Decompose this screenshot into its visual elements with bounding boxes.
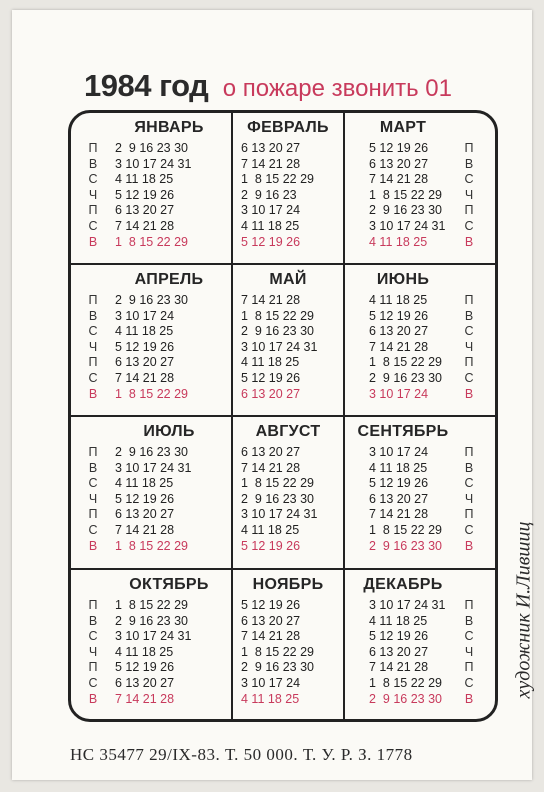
weekday-label: В (88, 386, 98, 401)
weekday-label: П (88, 598, 98, 612)
date-row: 2 9 16 23 (241, 187, 297, 202)
date-row: 1 8 15 22 29 (241, 172, 314, 187)
weekday-label: Ч (88, 339, 98, 354)
month-name: НОЯБРЬ (252, 576, 324, 593)
weekday-label: С (88, 172, 98, 187)
date-row: 4 11 18 25 (241, 219, 300, 233)
weekday-label: С (464, 371, 474, 385)
sunday-row: 3 10 17 24 (369, 386, 429, 401)
weekday-label: С (464, 629, 474, 644)
date-row: 2 9 16 23 30 (241, 491, 314, 506)
month-block (233, 417, 343, 567)
weekday-label: В (464, 234, 474, 249)
weekday-label: С (88, 523, 98, 537)
weekday-label: С (464, 523, 474, 537)
weekday-label: В (464, 538, 474, 553)
weekday-label: В (88, 538, 98, 553)
month-block (345, 570, 495, 720)
weekday-label: Ч (464, 187, 474, 202)
month-name: ИЮЛЬ (143, 423, 195, 440)
date-row: 4 11 18 25 (369, 293, 428, 307)
weekday-label: В (464, 156, 474, 171)
date-row: 1 8 15 22 29 (115, 598, 188, 612)
weekday-label: П (464, 203, 474, 218)
weekday-label: В (464, 386, 474, 401)
month-block (71, 417, 231, 567)
sunday-row: 1 8 15 22 29 (115, 386, 188, 401)
month-block (71, 570, 231, 720)
sunday-row: 5 12 19 26 (241, 234, 301, 249)
date-row: 3 10 17 24 31 (115, 460, 192, 475)
weekday-label: П (464, 598, 474, 612)
date-row: 1 8 15 22 29 (369, 355, 442, 370)
weekday-label: В (88, 613, 98, 628)
artist-credit (504, 480, 544, 740)
weekday-label: С (464, 172, 474, 187)
date-row: 6 13 20 27 (369, 644, 429, 659)
date-row: 6 13 20 27 (115, 355, 175, 370)
date-row: 3 10 17 24 (369, 445, 429, 459)
month-block (233, 265, 343, 415)
weekday-label: Ч (88, 491, 98, 506)
sunday-row: 4 11 18 25 (369, 234, 428, 249)
date-row: 5 12 19 26 (369, 141, 429, 155)
date-row: 4 11 18 25 (369, 613, 428, 628)
date-row: 1 8 15 22 29 (241, 644, 314, 659)
month-block (233, 570, 343, 720)
artist-label: художник И.Лившиц (512, 521, 535, 699)
date-row: 5 12 19 26 (115, 187, 175, 202)
date-row: 6 13 20 27 (369, 324, 429, 339)
month-name: ЯНВАРЬ (134, 119, 204, 136)
month-name: МАЙ (269, 271, 307, 288)
month-name: ФЕВРАЛЬ (247, 119, 329, 136)
date-row: 7 14 21 28 (241, 460, 301, 475)
date-row: 6 13 20 27 (241, 141, 301, 155)
month-name: СЕНТЯБРЬ (357, 423, 449, 440)
sunday-row: 4 11 18 25 (241, 691, 300, 706)
weekday-label: П (464, 293, 474, 307)
date-row: 5 12 19 26 (369, 629, 429, 644)
date-row: 4 11 18 25 (241, 523, 300, 537)
weekday-label: С (464, 676, 474, 690)
month-name: ИЮНЬ (376, 271, 430, 288)
weekday-label: Ч (88, 187, 98, 202)
weekday-label: С (464, 219, 474, 233)
sunday-row: 5 12 19 26 (241, 538, 301, 553)
sunday-row: 7 14 21 28 (115, 691, 175, 706)
year-title: 1984 год (84, 68, 209, 103)
date-row: 1 8 15 22 29 (241, 308, 314, 323)
weekday-label: П (464, 141, 474, 155)
sunday-row: 2 9 16 23 30 (369, 691, 442, 706)
month-name: ОКТЯБРЬ (129, 576, 209, 593)
date-row: 2 9 16 23 30 (241, 324, 314, 339)
date-row: 5 12 19 26 (369, 308, 429, 323)
date-row: 3 10 17 24 31 (241, 339, 318, 354)
date-row: 7 14 21 28 (241, 156, 301, 171)
date-row: 6 13 20 27 (241, 445, 301, 459)
date-row: 4 11 18 25 (115, 476, 174, 491)
date-row: 4 11 18 25 (115, 172, 174, 187)
month-block (233, 113, 343, 263)
weekday-label: Ч (464, 339, 474, 354)
weekday-label: В (88, 156, 98, 171)
weekday-label: П (464, 507, 474, 522)
month-block (71, 265, 231, 415)
weekday-label: В (88, 234, 98, 249)
weekday-label: П (88, 507, 98, 522)
date-row: 5 12 19 26 (241, 371, 301, 385)
weekday-label: П (464, 445, 474, 459)
date-row: 7 14 21 28 (369, 507, 429, 522)
weekday-label: С (88, 676, 98, 690)
weekday-label: С (88, 476, 98, 491)
date-row: 5 12 19 26 (115, 491, 175, 506)
date-row: 3 10 17 24 31 (115, 156, 192, 171)
date-row: 5 12 19 26 (115, 339, 175, 354)
date-row: 3 10 17 24 (241, 203, 301, 218)
date-row: 4 11 18 25 (115, 644, 174, 659)
sunday-row: 6 13 20 27 (241, 386, 301, 401)
month-block (345, 417, 495, 567)
weekday-label: В (88, 308, 98, 323)
date-row: 2 9 16 23 30 (369, 203, 442, 218)
date-row: 7 14 21 28 (241, 293, 301, 307)
date-row: 2 9 16 23 30 (241, 660, 314, 675)
title-row (84, 68, 524, 108)
date-row: 6 13 20 27 (241, 613, 301, 628)
calendar-grid (68, 110, 498, 722)
date-row: 5 12 19 26 (115, 660, 175, 675)
date-row: 7 14 21 28 (115, 371, 175, 385)
date-row: 7 14 21 28 (115, 523, 175, 537)
date-row: 2 9 16 23 30 (115, 445, 188, 459)
weekday-label: С (88, 324, 98, 339)
print-info: НС 35477 29/IX-83. Т. 50 000. Т. У. Р. З. 1778 (70, 745, 413, 764)
date-row: 4 11 18 25 (369, 460, 428, 475)
date-row: 6 13 20 27 (369, 491, 429, 506)
month-block (345, 113, 495, 263)
month-name: МАРТ (379, 119, 427, 136)
weekday-label: П (88, 660, 98, 675)
weekday-label: В (88, 691, 98, 706)
month-name: АВГУСТ (255, 423, 321, 440)
weekday-label: В (464, 613, 474, 628)
date-row: 7 14 21 28 (369, 339, 429, 354)
date-row: 4 11 18 25 (241, 355, 300, 370)
date-row: 2 9 16 23 30 (369, 371, 442, 385)
sunday-row: 1 8 15 22 29 (115, 538, 188, 553)
date-row: 3 10 17 24 31 (241, 507, 318, 522)
date-row: 6 13 20 27 (115, 676, 175, 690)
date-row: 7 14 21 28 (241, 629, 301, 644)
month-name: АПРЕЛЬ (134, 271, 204, 288)
date-row: 2 9 16 23 30 (115, 293, 188, 307)
date-row: 2 9 16 23 30 (115, 613, 188, 628)
date-row: 6 13 20 27 (369, 156, 429, 171)
date-row: 1 8 15 22 29 (241, 476, 314, 491)
weekday-label: С (464, 476, 474, 491)
date-row: 3 10 17 24 31 (115, 629, 192, 644)
weekday-label: П (88, 445, 98, 459)
weekday-label: В (464, 691, 474, 706)
date-row: 3 10 17 24 31 (369, 598, 446, 612)
date-row: 7 14 21 28 (115, 219, 175, 233)
weekday-label: П (88, 293, 98, 307)
date-row: 3 10 17 24 (115, 308, 175, 323)
month-block (345, 265, 495, 415)
date-row: 3 10 17 24 31 (369, 219, 446, 233)
weekday-label: Ч (464, 491, 474, 506)
date-row: 1 8 15 22 29 (369, 187, 442, 202)
weekday-label: П (464, 660, 474, 675)
date-row: 5 12 19 26 (369, 476, 429, 491)
month-name: ДЕКАБРЬ (363, 576, 443, 593)
weekday-label: П (464, 355, 474, 370)
weekday-label: П (88, 355, 98, 370)
weekday-label: В (88, 460, 98, 475)
date-row: 6 13 20 27 (115, 203, 175, 218)
weekday-label: С (88, 371, 98, 385)
date-row: 5 12 19 26 (241, 598, 301, 612)
weekday-label: Ч (88, 644, 98, 659)
date-row: 1 8 15 22 29 (369, 676, 442, 690)
month-block (71, 113, 231, 263)
sunday-row: 2 9 16 23 30 (369, 538, 442, 553)
fire-note: о пожаре звонить 01 (222, 75, 452, 102)
weekday-label: С (464, 324, 474, 339)
date-row: 1 8 15 22 29 (369, 523, 442, 537)
weekday-label: С (88, 629, 98, 644)
date-row: 6 13 20 27 (115, 507, 175, 522)
sunday-row: 1 8 15 22 29 (115, 234, 188, 249)
date-row: 4 11 18 25 (115, 324, 174, 339)
weekday-label: П (88, 141, 98, 155)
weekday-label: В (464, 460, 474, 475)
weekday-label: В (464, 308, 474, 323)
date-row: 7 14 21 28 (369, 660, 429, 675)
weekday-label: Ч (464, 644, 474, 659)
date-row: 7 14 21 28 (369, 172, 429, 187)
date-row: 3 10 17 24 (241, 676, 301, 690)
date-row: 2 9 16 23 30 (115, 141, 188, 155)
weekday-label: С (88, 219, 98, 233)
weekday-label: П (88, 203, 98, 218)
